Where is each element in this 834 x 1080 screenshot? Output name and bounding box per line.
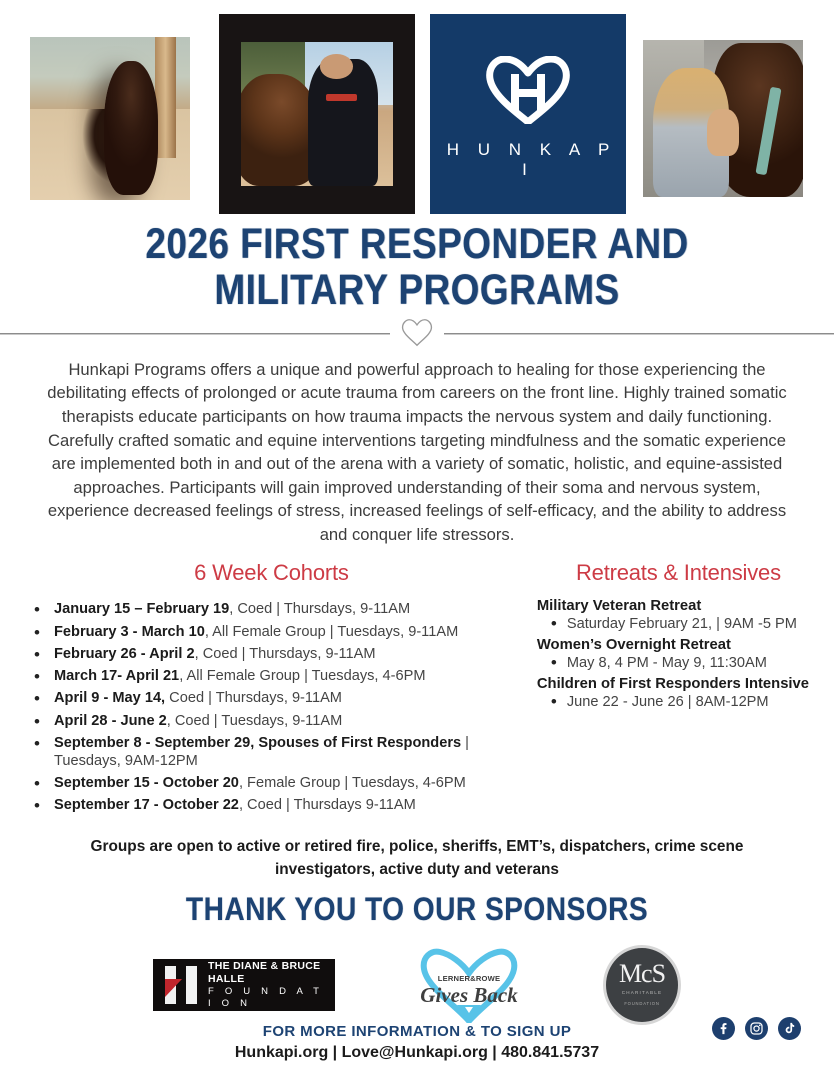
list-item — [30, 600, 529, 618]
cohort-details: , Coed | Tuesdays, 9-11AM — [166, 712, 343, 729]
framed-photo-inner — [241, 42, 393, 186]
title-line-2: MILITARY PROGRAMS — [214, 266, 620, 315]
retreat-title: Military Veteran Retreat — [536, 598, 702, 615]
sponsor-logo-halle-foundation — [153, 959, 335, 1011]
cohort-details: , Female Group | Tuesdays, 4-6PM — [238, 775, 466, 792]
lerner-rowe-text: LERNER&ROWE — [437, 973, 501, 983]
cohort-dates: September 17 - October 22 — [54, 797, 239, 814]
hunkapi-heart-h-icon — [485, 56, 571, 124]
fence-post — [155, 37, 176, 158]
footer-contact-line[interactable]: Hunkapi.org | Love@Hunkapi.org | 480.841.5737 — [234, 1044, 600, 1061]
mcs-sub-line-1: CHARITABLE — [621, 990, 663, 996]
intro-paragraph: Hunkapi Programs offers a unique and powerful approach to healing for those experiencing the debilitating effects of prolonged or acute trauma from careers on the front line. Highly trained somatic therapists educate participants on how trauma impacts the nervous system and daily functioning. Carefully crafted somatic and equine interventions targeting mindfulness and the somatic experience are implemented both in and out of the arena with a variety of somatic, holistic, and equine-assisted approaches. Participants will gain improved understanding of their soma and nervous system, experience decreased feelings of stress, increased feelings of self-efficacy, and the ability to address and conquer life stressors. — [47, 359, 787, 544]
cohort-details: Coed | Thursdays, 9-11AM — [165, 690, 342, 707]
cohort-dates: February 3 - March 10 — [54, 623, 205, 640]
list-item — [30, 774, 529, 792]
retreat-group — [537, 637, 820, 671]
sponsors-heading: THANK YOU TO OUR SPONSORS — [185, 890, 649, 927]
photo-woman-embracing-horse — [643, 40, 803, 197]
cohort-dates: April 9 - May 14, — [54, 690, 166, 707]
list-item — [30, 623, 529, 641]
programs-section — [0, 560, 834, 818]
cohort-dates: April 28 - June 2 — [54, 712, 167, 729]
tiktok-icon[interactable] — [778, 1017, 801, 1040]
retreat-date: • Saturday February 21, | 9AM -5 PM — [537, 616, 820, 632]
retreat-group — [537, 676, 820, 710]
retreats-heading: Retreats & Intensives — [575, 560, 781, 586]
hunkapi-wordmark: H U N K A P I — [446, 140, 617, 179]
list-item — [30, 796, 529, 814]
cohort-details: | Tuesdays, 9AM-12PM — [54, 734, 469, 770]
hunkapi-logo-block — [430, 14, 626, 214]
footer-heading: FOR MORE INFORMATION & TO SIGN UP — [262, 1023, 572, 1040]
list-item — [30, 667, 529, 685]
footer — [0, 1023, 834, 1062]
man-figure — [308, 59, 378, 186]
cohorts-list — [14, 600, 529, 814]
gives-back-text: Gives Back — [420, 982, 518, 1007]
cohort-details: , All Female Group | Tuesdays, 9-11AM — [204, 623, 459, 640]
sponsor-logo-row — [0, 946, 834, 1024]
woman-hands — [707, 109, 739, 156]
cohort-details: , Coed | Thursdays, 9-11AM — [229, 601, 411, 618]
instagram-icon[interactable] — [745, 1017, 768, 1040]
mcs-monogram: McS — [618, 959, 666, 989]
retreat-title: Women’s Overnight Retreat — [536, 637, 731, 654]
retreat-group — [537, 598, 820, 632]
header-photo-strip — [0, 0, 834, 215]
sponsor-logo-lerner-rowe-gives-back — [413, 947, 525, 1023]
halle-line-1: THE DIANE & BRUCE HALLE — [208, 959, 321, 986]
photo-man-with-horse-framed — [219, 14, 415, 214]
retreat-date: • May 8, 4 PM - May 9, 11:30AM — [537, 655, 820, 671]
heart-outline-icon — [390, 316, 444, 350]
cohort-details: , Coed | Thursdays, 9-11AM — [194, 645, 376, 662]
sponsor-logo-mcs-charitable-foundation — [603, 945, 681, 1025]
cohort-details: , Coed | Thursdays 9-11AM — [238, 797, 416, 814]
cohort-dates: February 26 - April 2 — [54, 645, 195, 662]
eligibility-note: Groups are open to active or retired fire, police, sheriffs, EMT’s, dispatchers, crime scene investigators, active duty and veterans — [90, 837, 744, 878]
cohort-dates: March 17- April 21 — [54, 668, 180, 685]
photo-horse-in-paddock — [30, 37, 190, 200]
social-links — [712, 1017, 801, 1040]
retreats-column — [529, 560, 820, 715]
halle-h-mark-icon — [163, 966, 199, 1004]
list-item — [30, 689, 529, 707]
page-title — [0, 221, 834, 314]
mcs-sub-line-2: FOUNDATION — [624, 1001, 660, 1007]
cohort-details: , All Female Group | Tuesdays, 4-6PM — [179, 668, 426, 685]
title-line-1: 2026 FIRST RESPONDER AND — [145, 220, 689, 268]
facebook-icon[interactable] — [712, 1017, 735, 1040]
list-item — [30, 712, 529, 730]
cohorts-heading: 6 Week Cohorts — [194, 560, 349, 586]
cohort-dates: January 15 – February 19 — [54, 601, 230, 618]
footer-contact-block — [0, 1023, 834, 1062]
halle-line-2: F O U N D A T I O N — [208, 986, 323, 1010]
cohort-dates: September 15 - October 20 — [54, 775, 239, 792]
list-item — [30, 645, 529, 663]
cohorts-column — [14, 560, 529, 818]
halle-wordmark — [208, 960, 325, 1010]
retreat-date: • June 22 - June 26 | 8AM-12PM — [537, 694, 820, 710]
retreat-title: Children of First Responders Intensive — [536, 676, 809, 693]
list-item — [30, 734, 529, 770]
cohort-dates: September 8 - September 29, Spouses of First Responders — [54, 734, 462, 751]
heart-divider — [0, 320, 834, 346]
shirt-logo — [326, 94, 356, 101]
